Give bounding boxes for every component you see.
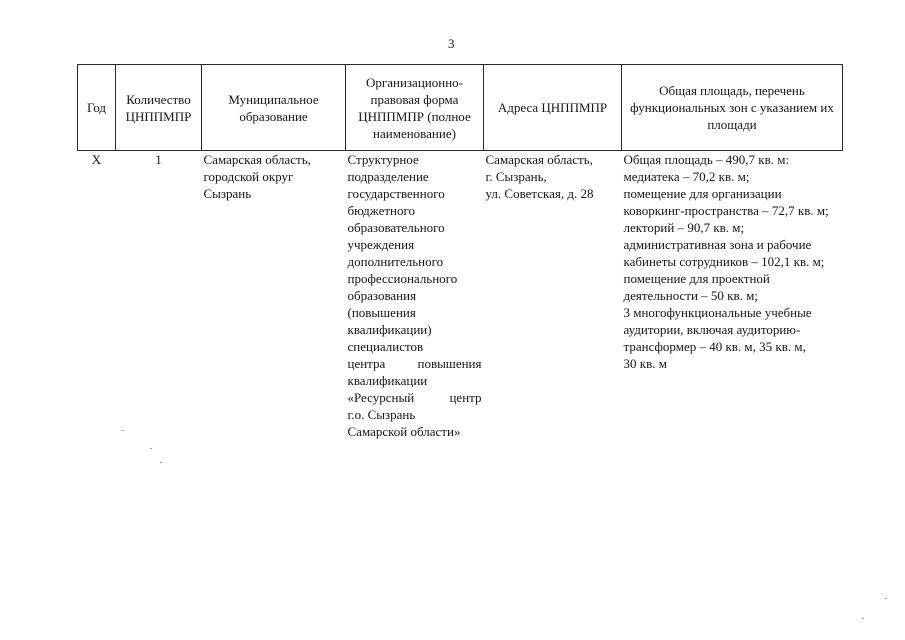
cell-municipality — [202, 151, 346, 441]
cell-line: бюджетного — [347, 203, 416, 218]
cell-line: подразделение — [347, 169, 429, 184]
header-year: Год — [78, 65, 116, 151]
cell-line: дополнительного — [347, 254, 444, 269]
cell-line: 30 кв. м — [623, 356, 667, 371]
cell-line: городской округ — [203, 169, 294, 184]
cell-line: кабинеты сотрудников – 102,1 кв. м; — [623, 254, 825, 269]
cell-area — [622, 151, 843, 441]
cell-line: квалификации — [347, 373, 428, 388]
cell-line: профессионального — [347, 271, 458, 286]
header-count: Количество ЦНППМПР — [116, 65, 202, 151]
table-header-row — [78, 65, 843, 151]
scan-speck — [150, 448, 152, 449]
cell-line: административная зона и рабочие — [623, 237, 812, 252]
cell-line: Самарская область, — [485, 152, 593, 167]
header-address: Адреса ЦНППМПР — [484, 65, 622, 151]
scan-speck — [160, 462, 162, 463]
cell-count: 1 — [155, 152, 162, 167]
cell-line: центра повышения — [347, 356, 482, 371]
cell-year: X — [91, 152, 102, 167]
cell-line: Структурное — [347, 152, 419, 167]
cell-address — [484, 151, 622, 441]
header-area: Общая площадь, перечень функциональных зон с указанием их площади — [622, 65, 843, 151]
cell-line: г.о. Сызрань — [347, 407, 416, 422]
cell-line: учреждения — [347, 237, 415, 252]
cell-line: аудитории, включая аудиторию- — [623, 322, 801, 337]
scan-speck — [862, 618, 864, 619]
scan-speck — [122, 430, 124, 431]
cell-line: г. Сызрань, — [485, 169, 547, 184]
cell-line: квалификации) — [347, 322, 432, 337]
cell-line: государственного — [347, 186, 445, 201]
cell-line: Общая площадь – 490,7 кв. м: — [623, 152, 790, 167]
cell-line: специалистов — [347, 339, 424, 354]
cell-line: помещение для проектной — [623, 271, 770, 286]
cell-line: медиатека – 70,2 кв. м; — [623, 169, 750, 184]
cell-line: коворкинг-пространства – 72,7 кв. м; — [623, 203, 829, 218]
cell-line: трансформер – 40 кв. м, 35 кв. м, — [623, 339, 806, 354]
header-form: Организационно-правовая форма ЦНППМПР (полное наименование) — [346, 65, 484, 151]
cell-line: Самарская область, — [203, 152, 311, 167]
cell-line: ул. Советская, д. 28 — [485, 186, 594, 201]
cell-form — [346, 151, 484, 441]
cell-line: помещение для организации — [623, 186, 782, 201]
cell-line: Самарской области» — [347, 424, 461, 439]
scan-speck — [885, 598, 887, 599]
page-number: 3 — [448, 36, 455, 51]
cell-line: «Ресурсный центр — [347, 390, 482, 405]
cell-line: (повышения — [347, 305, 416, 320]
cell-line: деятельности – 50 кв. м; — [623, 288, 758, 303]
centers-table — [77, 64, 843, 440]
table-row — [78, 151, 843, 441]
header-municipality: Муниципальное образование — [202, 65, 346, 151]
cell-line: лекторий – 90,7 кв. м; — [623, 220, 745, 235]
cell-line: 3 многофункциональные учебные — [623, 305, 812, 320]
cell-line: Сызрань — [203, 186, 252, 201]
cell-line: образования — [347, 288, 417, 303]
cell-line: образовательного — [347, 220, 445, 235]
